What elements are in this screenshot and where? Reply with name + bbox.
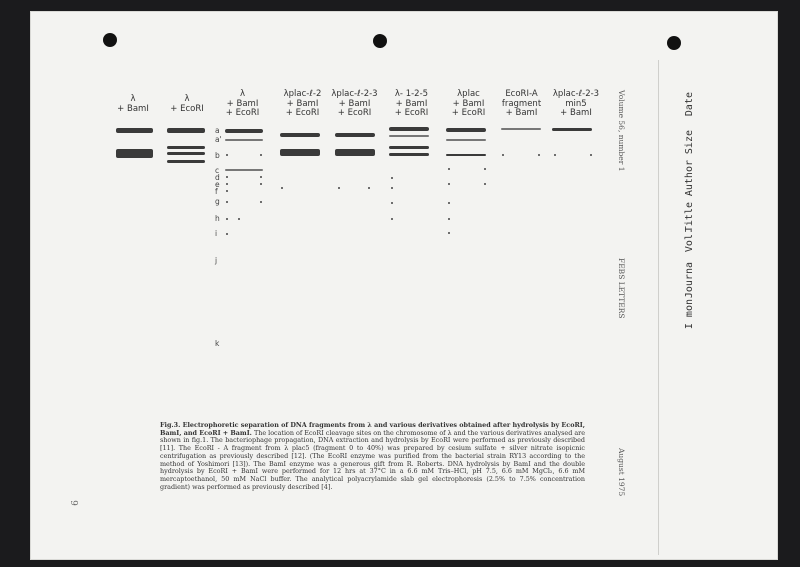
band-letter: i [215,229,218,238]
band-letter: a' [215,135,222,144]
lane-title: λplac-ℓ-2-3 + BamI + EcoRI [331,89,378,118]
gel-band [116,128,153,133]
gel-band [226,154,228,156]
gel-band [391,187,393,189]
gel-band [391,218,393,220]
caption-body: The location of EcoRI cleavage sites on the chromosome of λ and the various derivatives analysed are shown in fig.1. The bacteriophage propagation, DNA extraction and hydrolysis by EcoRI were performed as previously described [11]. The EcoRI - A fragment from λ plac5 (fragment 0 to 40%) was prepared by cesium sulfate + silver nitrate isopicnic centrifugation as previously described [12]. (The EcoRI enzyme was purified from the bacterial strain RY13 according to the method of Yoshimori [13]). The BamI enzyme was a generous gift from R. Roberts. DNA hydrolysis by BamI and the double hydrolysis by EcoRI + BamI were performed for 12 hrs at 37°C in a 6.6 mM Tris–HCl, pH 7.5, 6.6 mM MgCl₂, 6.6 mM mercaptoethanol, 50 mM NaCl buffer. The analytical polyacrylamide slab gel electrophoresis (2.5% to 7.5% concentration gradient) was performed as previously described [4]. [160,428,585,491]
gel-band [167,128,205,133]
gel-band [226,190,228,192]
page-number: 9 [67,500,78,506]
gel-band [260,176,262,178]
lane-title: λ + BamI [117,94,149,114]
gel-band [448,218,450,220]
gel-band [226,176,228,178]
gel-band [116,149,153,158]
gel-band [552,128,592,131]
band-letter: a [215,126,220,135]
band-letter: g [215,197,220,206]
journal-volume: Volume 56, number 1 [617,90,626,172]
band-letter: k [215,339,220,348]
tab-label-size: Size [684,130,695,155]
gel-band [502,154,504,156]
lane-title: λplac + BamI + EcoRI [451,89,486,118]
gel-band [226,233,228,235]
gel-band [226,218,228,220]
gel-band [280,149,320,156]
gel-band [538,154,540,156]
band-letter: d [215,173,220,182]
gel-band [501,128,541,130]
tab-label-mon: I mon [684,299,695,330]
gel-band [368,187,370,189]
gel-band [280,133,320,137]
gel-band [167,146,205,149]
lane-title: λplac-ℓ-2-3 min5 + BamI [552,89,600,118]
lane-title: λplac-ℓ-2 + BamI + EcoRI [283,89,322,118]
punch-hole-right [667,36,681,50]
tab-label-journal: Journa [684,262,695,299]
tab-label-title: Title [684,202,695,233]
gel-band [446,154,486,156]
gel-band [226,183,228,185]
lane-title: λ + EcoRI [170,94,204,114]
gel-band [554,154,556,156]
gel-band [260,183,262,185]
gel-band [260,154,262,156]
tab-label-vol: Vol. [684,228,695,253]
gel-band [260,201,262,203]
gel-band [338,187,340,189]
gel-band [448,202,450,204]
gel-band [389,153,429,156]
punch-hole-left [103,33,117,47]
lane-title: λ- 1-2-5 + BamI + EcoRI [394,89,429,118]
gel-band [335,149,375,156]
lane-title: EcoRI-A fragment + BamI [501,89,542,118]
tab-label-date: Date [684,92,695,117]
band-letter: c [215,166,220,175]
gel-band [391,177,393,179]
gel-band [225,139,263,141]
caption-lead: Fig.3. Electrophoretic separation of DNA fragments from λ and various derivatives obtained after hydrolysis by EcoRI, BamI, and EcoRI + BamI. [160,421,585,437]
band-letter: h [215,214,220,223]
journal-name: FEBS LETTERS [617,258,626,319]
band-letter: f [215,187,218,196]
gel-band [238,218,240,220]
gel-band [484,183,486,185]
gel-band [446,139,486,141]
gel-band [448,183,450,185]
tab-label-author: Author [684,160,695,197]
lane-title: λ + BamI + EcoRI [225,89,260,118]
gel-band [335,133,375,137]
gel-band [484,168,486,170]
gel-band [391,202,393,204]
gel-band [225,129,263,133]
gel-band [389,135,429,137]
journal-date: August 1975 [617,448,626,497]
gel-band [281,187,283,189]
gel-band [389,146,429,149]
punch-hole-center [373,34,387,48]
gel-band [389,127,429,131]
band-letter: b [215,151,220,160]
band-letter: j [215,256,218,265]
gel-band [226,201,228,203]
index-tab-strip [658,60,763,555]
gel-band [225,169,263,171]
band-letter: e [215,180,220,189]
gel-band [167,160,205,163]
gel-band [167,152,205,155]
gel-band [448,232,450,234]
figure-caption [160,422,585,491]
gel-band [446,128,486,132]
gel-band [448,168,450,170]
gel-band [590,154,592,156]
